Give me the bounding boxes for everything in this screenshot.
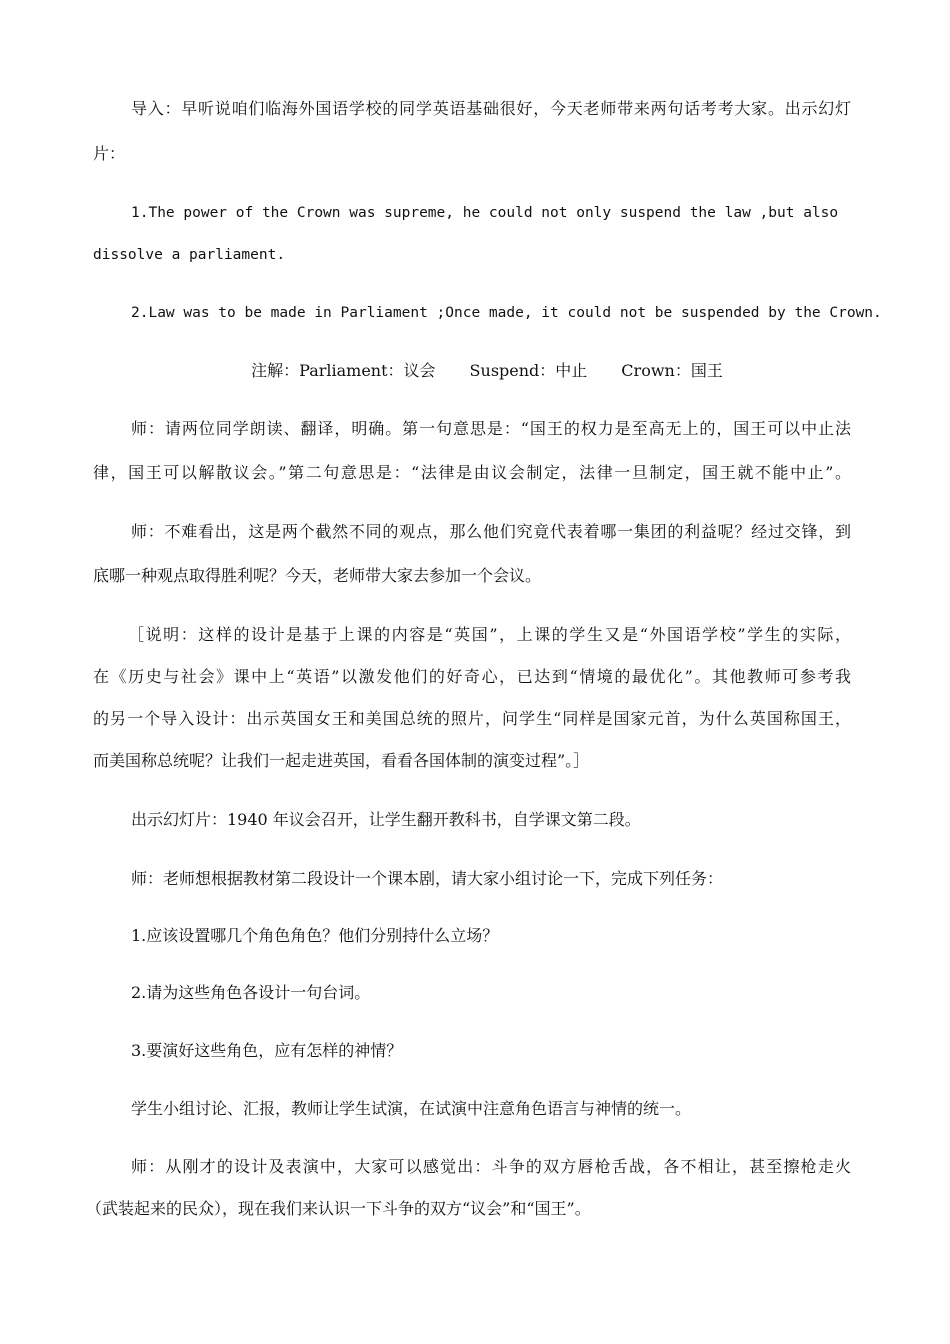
- explanation-line-2: 在《历史与社会》课中上“英语”以激发他们的好奇心，已达到“情境的最优化”。其他教师可参考我: [93, 667, 851, 686]
- teacher-paragraph-1-line-1: 师：请两位同学朗读、翻译，明确。第一句意思是：“国王的权力是至高无上的，国王可以中止法: [131, 419, 851, 438]
- task-item-2: 2.请为这些角色各设计一句台词。: [131, 983, 371, 1002]
- english-sentence-1-line-2: dissolve a parliament.: [93, 247, 286, 263]
- english-sentence-1-line-1: 1.The power of the Crown was supreme, he could not only suspend the law ,but also: [131, 205, 839, 221]
- intro-paragraph-line-1: 导入：早听说咱们临海外国语学校的同学英语基础很好，今天老师带来两句话考考大家。出示幻灯: [131, 99, 851, 118]
- task-item-1: 1.应该设置哪几个角色角色？他们分别持什么立场？: [131, 926, 499, 945]
- teacher-paragraph-2-line-2: 底哪一种观点取得胜利呢？今天，老师带大家去参加一个会议。: [93, 566, 542, 585]
- intro-paragraph-line-2: 片：: [93, 144, 126, 163]
- note-parliament: 注解：Parliament：议会: [251, 361, 436, 380]
- english-sentence-2: 2.Law was to be made in Parliament ;Once made, it could not be suspended by the Crown.: [131, 305, 882, 321]
- note-suspend: Suspend：中止: [469, 361, 588, 380]
- teacher-paragraph-4-line-1: 师：从刚才的设计及表演中，大家可以感觉出：斗争的双方唇枪舌战，各不相让，甚至擦枪走火: [131, 1157, 851, 1176]
- teacher-paragraph-1-line-2: 律，国王可以解散议会。”第二句意思是：“法律是由议会制定，法律一旦制定，国王就不能中止”。: [93, 463, 851, 482]
- teacher-paragraph-4-line-2: （武装起来的民众），现在我们来认识一下斗争的双方“议会”和“国王”。: [86, 1199, 591, 1218]
- slide-instruction: 出示幻灯片：1940 年议会召开，让学生翻开教科书，自学课文第二段。: [131, 810, 641, 829]
- teacher-paragraph-3: 师：老师想根据教材第二段设计一个课本剧，请大家小组讨论一下，完成下列任务：: [131, 869, 724, 888]
- explanation-line-1: ［说明：这样的设计是基于上课的内容是“英国”，上课的学生又是“外国语学校”学生的实际，: [128, 625, 851, 644]
- vocabulary-note: [93, 361, 881, 381]
- explanation-line-3: 的另一个导入设计：出示英国女王和美国总统的照片，问学生“同样是国家元首，为什么英国称国王，: [93, 709, 851, 728]
- student-activity: 学生小组讨论、汇报，教师让学生试演，在试演中注意角色语言与神情的统一。: [131, 1099, 692, 1118]
- task-item-3: 3.要演好这些角色，应有怎样的神情？: [131, 1041, 403, 1060]
- note-crown: Crown：国王: [621, 361, 723, 380]
- explanation-line-4: 而美国称总统呢？让我们一起走进英国，看看各国体制的演变过程”。］: [93, 751, 590, 770]
- teacher-paragraph-2-line-1: 师：不难看出，这是两个截然不同的观点，那么他们究竟代表着哪一集团的利益呢？经过交锋，到: [131, 522, 851, 541]
